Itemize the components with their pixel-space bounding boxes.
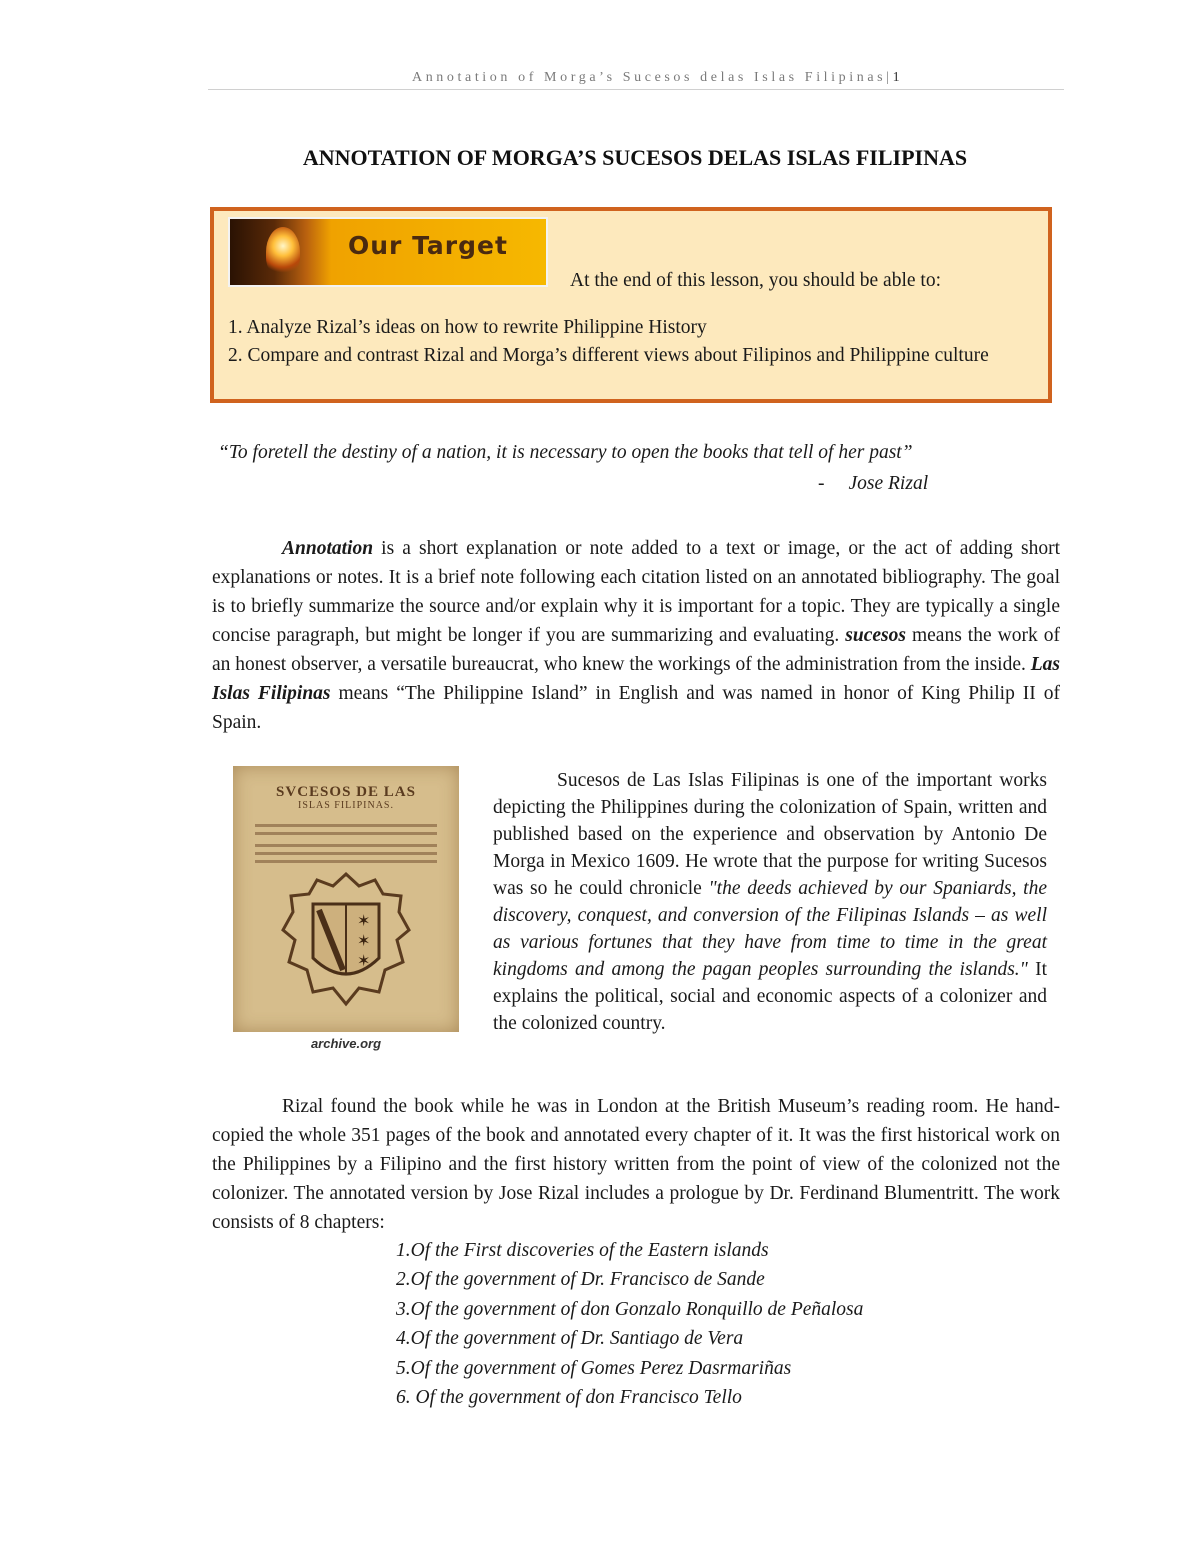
- running-title: Annotation of Morga’s Sucesos delas Islas Filipinas: [412, 70, 887, 85]
- cover-text-line: [255, 824, 437, 827]
- cover-subtitle: ISLAS FILIPINAS.: [297, 800, 394, 811]
- chapter-item: 5.Of the government of Gomes Perez Dasrmariñas: [396, 1357, 792, 1379]
- our-target-banner: [228, 217, 548, 287]
- lamp-icon: [266, 227, 300, 277]
- banner-image: [230, 219, 546, 285]
- svg-text:✶: ✶: [357, 931, 371, 950]
- book-cover-image: [233, 766, 459, 1032]
- term-las-islas-filipinas: Las Islas Filipinas: [212, 654, 1060, 704]
- chapter-item: 1.Of the First discoveries of the Eastern islands: [396, 1240, 769, 1261]
- image-caption: archive.org: [310, 1036, 382, 1051]
- svg-text:✶: ✶: [357, 911, 371, 930]
- rizal-paragraph: Rizal found the book while he was in London at the British Museum’s reading room. He hand-copied the whole 351 pages of the book and annotated every chapter of it. It was the first historical work on the Philippines by a Filipino and the first history written from the point of view of the colonized not the colonizer. The annotated version by Jose Rizal includes a prologue by Dr. Ferdinand Blumentritt. The work consists of 8 chapters:: [212, 1096, 1060, 1233]
- objective-item: 2. Compare and contrast Rizal and Morga’s different views about Filipinos and Philippine culture: [228, 345, 989, 366]
- cover-text-line: [255, 852, 437, 855]
- objectives-list: [228, 314, 1028, 370]
- rizal-quote: “To foretell the destiny of a nation, it is necessary to open the books that tell of her past”: [218, 442, 913, 463]
- chapter-item: 3.Of the government of don Gonzalo Ronquillo de Peñalosa: [396, 1298, 864, 1320]
- header-rule: [208, 89, 1064, 90]
- cover-text-line: [255, 832, 437, 835]
- chapter-item: 4.Of the government of Dr. Santiago de Vera: [396, 1328, 744, 1350]
- chapter-item: 2.Of the government of Dr. Francisco de Sande: [396, 1269, 765, 1291]
- cover-text-line: [255, 860, 437, 863]
- page-title: ANNOTATION OF MORGA’S SUCESOS DELAS ISLAS FILIPINAS: [302, 145, 968, 170]
- page-number: 1: [892, 70, 900, 85]
- cover-title: SVCESOS DE LAS: [276, 784, 416, 800]
- quote-dash: -: [818, 473, 825, 494]
- term-sucesos: sucesos: [845, 625, 906, 646]
- header-separator: |: [886, 70, 893, 85]
- annotation-paragraph: Annotation is a short explanation or note added to a text or image, or the act of adding short explanations or notes. It is a brief note following each citation listed on an annotated bibliography. The goal is to briefly summarize the source and/or explain why it is important for a topic. They are typically a single concise paragraph, but might be longer if you are summarizing and evaluating. sucesos means the work of an honest observer, a versatile bureaucrat, who knew the workings of the administration from the inside. Las Islas Filipinas means “The Philippine Island” in English and was named in honor of King Philip II of Spain.: [212, 538, 1060, 733]
- chapters-list: [396, 1236, 1056, 1412]
- quote-author: Jose Rizal: [848, 473, 929, 494]
- quote-attribution: [818, 473, 928, 495]
- target-intro: At the end of this lesson, you should be able to:: [570, 270, 941, 291]
- objective-item: 1. Analyze Rizal’s ideas on how to rewrite Philippine History: [228, 317, 707, 338]
- term-annotation: Annotation: [282, 538, 374, 559]
- coat-of-arms-icon: [279, 870, 413, 1010]
- cover-text-line: [255, 844, 437, 847]
- banner-label: Our Target: [348, 231, 508, 260]
- running-header: [412, 70, 1062, 86]
- chapter-item: 6. Of the government of don Francisco Tello: [396, 1387, 742, 1409]
- svg-text:✶: ✶: [357, 951, 371, 970]
- sucesos-paragraph: Sucesos de Las Islas Filipinas is one of the important works depicting the Philippines during the colonization of Spain, written and published based on the experience and observation by Antonio De Morga in Mexico 1609. He wrote that the purpose for writing Sucesos was so he could chronicle "the deeds achieved by our Spaniards, the discovery, conquest, and conversion of the Filipinas Islands – as well as various fortunes that they have from time to time in the great kingdoms and among the pagan peoples surrounding the islands." It explains the political, social and economic aspects of a colonizer and the colonized country.: [493, 770, 1047, 1034]
- morga-quote: "the deeds achieved by our Spaniards, the discovery, conquest, and conversion of the Filipinas Islands – as well as various fortunes that they have from time to time in the great kingdoms and among the pagan peoples surrounding the islands.": [493, 878, 1047, 980]
